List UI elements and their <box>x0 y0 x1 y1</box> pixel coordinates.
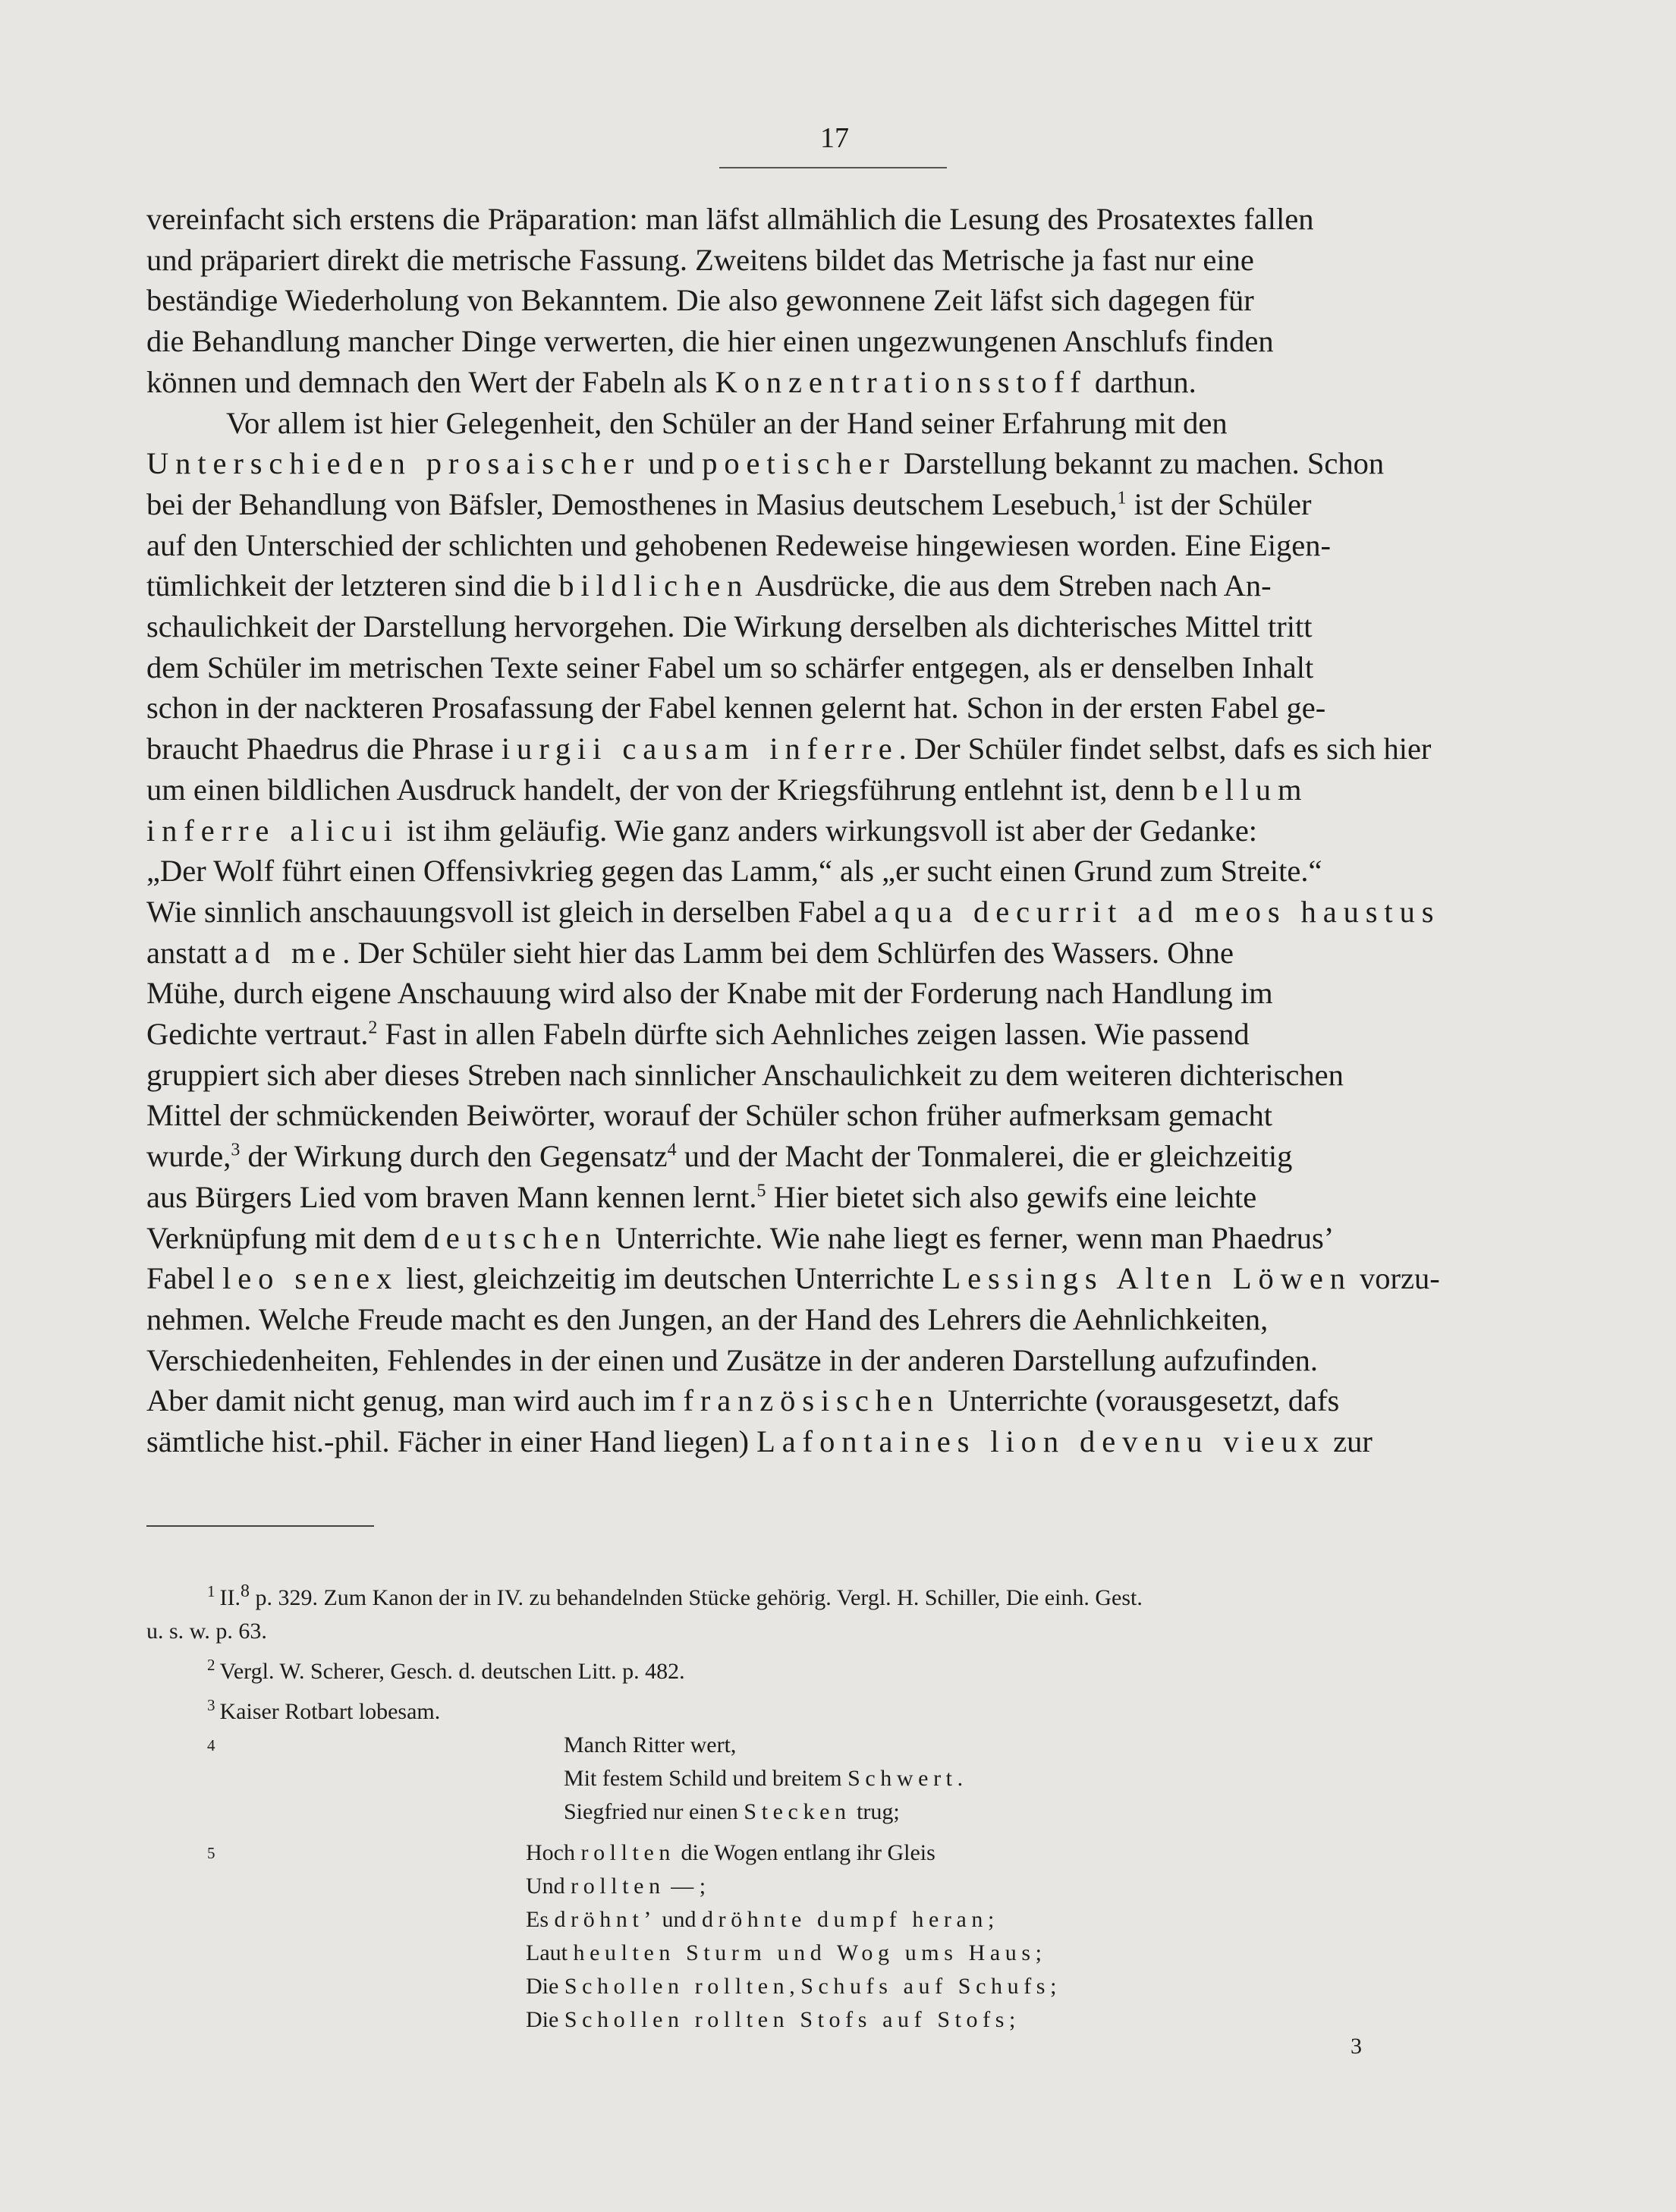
text-run: wurde, <box>146 1139 231 1174</box>
spaced-emphasis: Schollen rollten Stofs auf Stofs <box>564 2007 1009 2032</box>
spaced-emphasis: deutschen <box>423 1220 608 1255</box>
text-run: Aber damit nicht genug, man wird auch im <box>146 1383 684 1418</box>
text-run: Mit festem Schild und breitem <box>564 1766 848 1791</box>
text-run: der Wirkung durch den Gegensatz <box>240 1139 668 1174</box>
footnote-4 <box>146 1729 1521 1829</box>
footnote-mark: 5 <box>207 1844 215 1862</box>
text-line <box>146 1014 1521 1055</box>
text-run: und <box>640 446 703 481</box>
verse-line <box>146 1870 1521 1903</box>
footnote-sup: 8 <box>240 1581 250 1601</box>
footnote-5 <box>146 1836 1521 2037</box>
text-line <box>146 728 1521 769</box>
spaced-emphasis: bellum <box>1182 772 1309 807</box>
text-run: und der Macht der Tonmalerei, die er gleichzeitig <box>676 1139 1293 1174</box>
text-line: beständige Wiederholung von Bekanntem. Die also gewonnene Zeit läfst sich dagegen für <box>146 283 1254 318</box>
text-run: darthun. <box>1086 364 1196 399</box>
text-run: können und demnach den Wert der Fabeln als <box>146 364 715 399</box>
footnote-text: p. 329. Zum Kanon der in IV. zu behandelnden Stücke gehörig. Vergl. H. Schiller, Die einh. Gest. <box>249 1585 1143 1610</box>
text-line <box>146 565 1521 606</box>
spaced-emphasis: bildlichen <box>558 568 750 603</box>
spaced-emphasis: dröhnte dumpf heran <box>702 1907 989 1932</box>
text-run: Laut <box>526 1940 574 1965</box>
text-run: — ; <box>665 1874 706 1899</box>
verse-line <box>146 1903 1521 1937</box>
text-run: Gedichte vertraut. <box>146 1017 369 1052</box>
text-run: vorzu- <box>1351 1261 1440 1296</box>
text-line: schon in der nackteren Prosafassung der Fabel kennen gelernt hat. Schon in der ersten Fabel ge- <box>146 691 1326 725</box>
text-run: ; <box>988 1907 995 1932</box>
footnote-text: II. <box>219 1585 241 1610</box>
text-run: ist ihm geläufig. Wie ganz anders wirkungsvoll ist aber der Gedanke: <box>398 813 1258 848</box>
sheet-signature-mark: 3 <box>1351 2034 1362 2059</box>
text-line: vereinfacht sich erstens die Präparation: man läfst allmählich die Lesung des Prosatextes fallen <box>146 202 1314 236</box>
text-run: Es <box>526 1907 555 1932</box>
spaced-emphasis: Lafontaines lion devenu vieux <box>756 1424 1326 1459</box>
text-line <box>146 1136 1521 1177</box>
footnote-rule <box>146 1525 374 1527</box>
verse-line <box>146 2003 1521 2037</box>
footnote-mark: 1 <box>207 1582 215 1600</box>
footnote-ref: 3 <box>231 1140 241 1160</box>
footnote-2 <box>146 1648 1521 1688</box>
text-run: anstatt <box>146 935 234 970</box>
text-run: Hier bietet sich also gewifs eine leichte <box>766 1179 1257 1214</box>
text-run: die Wogen entlang ihr Gleis <box>675 1840 935 1865</box>
spaced-emphasis: poetischer <box>702 446 896 481</box>
spaced-emphasis: rollten <box>580 1840 675 1865</box>
footnote-ref: 2 <box>368 1018 378 1038</box>
spaced-emphasis: Unterschieden prosaischer <box>146 446 641 481</box>
footnote-1-continuation: u. s. w. p. 63. <box>146 1619 267 1644</box>
text-line <box>146 1380 1521 1421</box>
text-run: Darstellung bekannt zu machen. Schon <box>895 446 1385 481</box>
text-run: ; <box>1050 1974 1057 1999</box>
footnote-mark: 2 <box>207 1656 215 1674</box>
text-run: . <box>957 1766 964 1791</box>
verse-line <box>146 1836 1521 1870</box>
spaced-emphasis: Stecken <box>744 1799 851 1824</box>
text-run: Hoch <box>526 1840 581 1865</box>
text-line: Mühe, durch eigene Anschauung wird also der Knabe mit der Forderung nach Handlung im <box>146 976 1273 1011</box>
text-line <box>146 1258 1521 1299</box>
text-line: schaulichkeit der Darstellung hervorgehen. Die Wirkung derselben als dichterisches Mittel tritt <box>146 609 1313 644</box>
footnote-text: Kaiser Rotbart lobesam. <box>219 1699 441 1724</box>
text-line <box>146 484 1521 525</box>
text-run: bei der Behandlung von Bäfsler, Demosthenes in Masius deutschem Lesebuch, <box>146 486 1118 521</box>
text-run: Fast in allen Fabeln dürfte sich Aehnliches zeigen lassen. Wie passend <box>377 1017 1250 1052</box>
text-run: Unterrichte. Wie nahe liegt es ferner, wenn man Phaedrus’ <box>607 1220 1335 1255</box>
spaced-emphasis: leo senex <box>222 1261 399 1296</box>
verse-line <box>146 1795 1521 1829</box>
footnote-3 <box>146 1688 1521 1729</box>
spaced-emphasis: Schwert <box>847 1766 957 1791</box>
text-run: . Der Schüler findet selbst, dafs es sich hier <box>898 732 1432 766</box>
text-run: braucht Phaedrus die Phrase <box>146 732 502 766</box>
verse-line: Manch Ritter wert, <box>564 1732 737 1757</box>
text-run: liest, gleichzeitig im deutschen Unterrichte <box>398 1261 942 1296</box>
text-line: die Behandlung mancher Dinge verwerten, die hier einen ungezwungenen Anschlufs finden <box>146 324 1274 359</box>
spaced-emphasis: Konzentrationsstoff <box>715 364 1087 399</box>
spaced-emphasis: rollten <box>571 1874 665 1899</box>
spaced-emphasis: iurgii causam inferre <box>501 732 899 766</box>
text-run: sämtliche hist.-phil. Fächer in einer Hand liegen) <box>146 1424 757 1459</box>
text-run: ; <box>1035 1940 1042 1965</box>
text-line <box>146 1177 1521 1218</box>
text-line <box>146 362 1521 403</box>
text-run: Fabel <box>146 1261 223 1296</box>
text-run: , <box>789 1974 801 1999</box>
text-run: trug; <box>851 1799 900 1824</box>
spaced-emphasis: inferre alicui <box>146 813 399 848</box>
text-run: Die <box>526 1974 564 1999</box>
spaced-emphasis: aqua decurrit ad meos haustus <box>873 894 1441 929</box>
page-number: 17 <box>820 122 849 154</box>
text-line: gruppiert sich aber dieses Streben nach sinnlicher Anschaulichkeit zu dem weiteren dichterischen <box>146 1057 1344 1092</box>
text-run: Siegfried nur einen <box>564 1799 744 1824</box>
text-run: Die <box>526 2007 564 2032</box>
footnote-ref: 4 <box>667 1140 677 1160</box>
text-line <box>146 769 1521 810</box>
text-line <box>146 1218 1521 1259</box>
text-line: Vor allem ist hier Gelegenheit, den Schüler an der Hand seiner Erfahrung mit den <box>226 405 1228 440</box>
footnotes <box>146 1575 1521 2037</box>
text-line: auf den Unterschied der schlichten und gehobenen Redeweise hingewiesen worden. Eine Eigen- <box>146 527 1331 562</box>
text-run: Unterrichte (vorausgesetzt, dafs <box>939 1383 1340 1418</box>
footnote-text: Vergl. W. Scherer, Gesch. d. deutschen Litt. p. 482. <box>219 1659 685 1684</box>
text-run: Verknüpfung mit dem <box>146 1220 424 1255</box>
spaced-emphasis: ad me <box>234 935 343 970</box>
text-line: dem Schüler im metrischen Texte seiner Fabel um so schärfer entgegen, als er denselben Inhalt <box>146 650 1314 684</box>
text-run: . Der Schüler sieht hier das Lamm bei dem Schlürfen des Wassers. Ohne <box>342 935 1234 970</box>
spaced-emphasis: französischen <box>683 1383 940 1418</box>
text-line <box>146 892 1521 933</box>
text-run: aus Bürgers Lied vom braven Mann kennen lernt. <box>146 1179 757 1214</box>
text-run: tümlichkeit der letzteren sind die <box>146 568 559 603</box>
spaced-emphasis: dröhnt’ <box>554 1907 657 1932</box>
text-run: zur <box>1325 1424 1373 1459</box>
text-run: um einen bildlichen Ausdruck handelt, der von der Kriegsführung entlehnt ist, denn <box>146 772 1183 807</box>
body-text <box>146 199 1521 1462</box>
text-line: nehmen. Welche Freude macht es den Jungen, an der Hand des Lehrers die Aehnlichkeiten, <box>146 1301 1269 1336</box>
spaced-emphasis: Schufs auf Schufs <box>800 1974 1051 1999</box>
text-line <box>146 933 1521 974</box>
verse-line <box>146 1762 1521 1795</box>
verse-line <box>146 1970 1521 2003</box>
text-run: und <box>656 1907 703 1932</box>
text-line: und präpariert direkt die metrische Fassung. Zweitens bildet das Metrische ja fast nur eine <box>146 242 1254 277</box>
text-line: Mittel der schmückenden Beiwörter, worauf der Schüler schon früher aufmerksam gemacht <box>146 1098 1272 1133</box>
page-number-rule <box>719 167 947 168</box>
text-line <box>146 443 1521 484</box>
text-line: Verschiedenheiten, Fehlendes in der einen und Zusätze in der anderen Darstellung aufzufinden. <box>146 1342 1319 1377</box>
spaced-emphasis: heulten Sturm und Wog ums Haus <box>573 1940 1036 1965</box>
text-run: Wie sinnlich anschauungsvoll ist gleich in derselben Fabel <box>146 894 874 929</box>
footnote-mark: 4 <box>207 1736 215 1754</box>
spaced-emphasis: Schollen rollten <box>564 1974 790 1999</box>
text-run: Und <box>526 1874 571 1899</box>
text-line <box>146 810 1521 851</box>
text-line: „Der Wolf führt einen Offensivkrieg gegen das Lamm,“ als „er sucht einen Grund zum Streite.“ <box>146 854 1322 889</box>
text-line <box>146 1421 1521 1462</box>
footnote-ref: 5 <box>756 1181 766 1201</box>
text-run: ; <box>1009 2007 1016 2032</box>
spaced-emphasis: Lessings Alten Löwen <box>942 1261 1352 1296</box>
footnote-mark: 3 <box>207 1696 215 1714</box>
verse-line <box>146 1937 1521 1970</box>
footnote-1 <box>146 1575 1521 1615</box>
text-run: Ausdrücke, die aus dem Streben nach An- <box>749 568 1272 603</box>
text-run: ist der Schüler <box>1126 486 1312 521</box>
footnote-ref: 1 <box>1117 488 1127 508</box>
